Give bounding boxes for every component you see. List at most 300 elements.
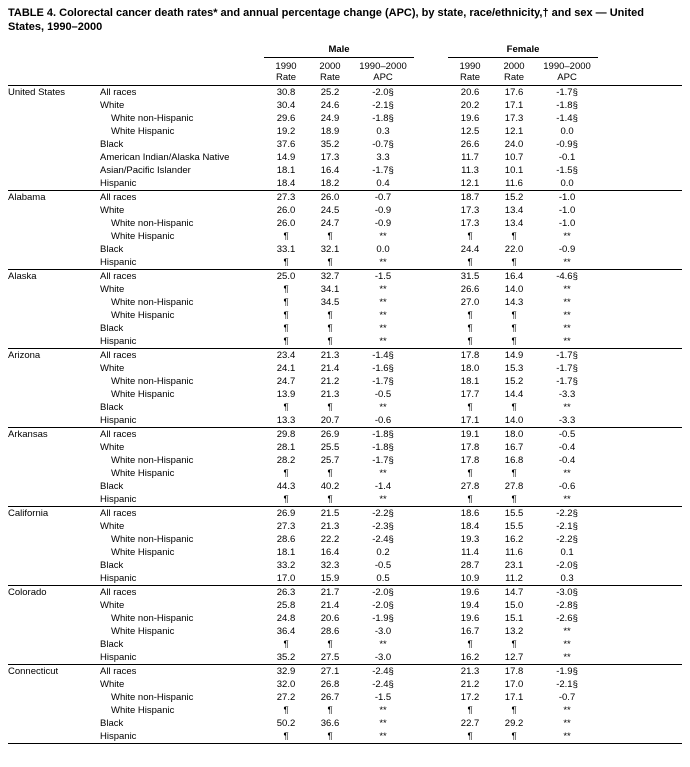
female-apc: 0.3: [536, 572, 598, 586]
header-line: Rate: [319, 72, 341, 83]
spacer-cell: [414, 520, 448, 533]
table-row: [8, 572, 682, 586]
female-column-header: Female: [448, 43, 598, 58]
race-label: All races: [100, 350, 137, 361]
female-2000-rate: 22.0: [504, 244, 524, 255]
male-1990-rate: 18.1: [276, 165, 296, 176]
table-row: [8, 441, 682, 454]
spacer-cell: [414, 507, 448, 521]
female-apc-header: [536, 58, 598, 86]
female-apc: -2.2§: [556, 534, 578, 545]
male-2000-rate: 17.3: [320, 152, 340, 163]
spacer-cell: [414, 296, 448, 309]
spacer-cell: [414, 99, 448, 112]
female-2000-rate: 13.4: [504, 218, 524, 229]
male-2000-rate: ¶: [327, 639, 333, 650]
male-2000-rate: 27.5: [308, 651, 352, 665]
female-2000-rate: 14.0: [504, 284, 524, 295]
female-2000-rate: 13.2: [504, 626, 524, 637]
male-2000-rate: 21.7: [320, 587, 340, 598]
table-row: [8, 454, 682, 467]
table-row: [8, 335, 682, 349]
male-1990-rate: 26.0: [276, 218, 296, 229]
female-1990-rate: ¶: [467, 468, 473, 479]
spacer-cell: [598, 43, 682, 58]
spacer-cell: [414, 625, 448, 638]
male-apc: -1.5: [374, 271, 392, 282]
header-line: 1990: [275, 61, 297, 72]
male-2000-rate: 24.6: [320, 100, 340, 111]
state-label: Arkansas: [8, 428, 98, 507]
female-1990-rate: ¶: [448, 256, 492, 270]
header-line: Rate: [459, 72, 481, 83]
female-1990-rate: 18.6: [460, 508, 480, 519]
race-label: Hispanic: [98, 256, 264, 270]
spacer-cell: [598, 493, 682, 507]
female-2000-rate: 14.0: [492, 414, 536, 428]
table-row: [8, 151, 682, 164]
female-apc: -3.0§: [556, 587, 578, 598]
male-apc: 3.3: [376, 152, 390, 163]
male-2000-rate: 27.1: [320, 666, 340, 677]
spacer-cell: [598, 625, 682, 638]
male-2000-rate: 26.9: [320, 429, 340, 440]
female-apc: -0.4: [558, 442, 576, 453]
male-2000-rate: ¶: [308, 493, 352, 507]
female-apc: -0.6: [558, 481, 576, 492]
spacer-cell: [8, 43, 264, 58]
table-header: [8, 43, 682, 86]
spacer-cell: [414, 638, 448, 651]
male-1990-rate: 18.1: [276, 547, 296, 558]
female-2000-rate: ¶: [511, 310, 517, 321]
spacer-cell: [414, 493, 448, 507]
female-2000-rate: 13.4: [504, 205, 524, 216]
female-1990-rate: 17.8: [460, 455, 480, 466]
race-label: White Hispanic: [111, 468, 175, 479]
spacer-cell: [414, 86, 448, 100]
female-2000-rate: 29.2: [504, 718, 524, 729]
spacer-cell: [414, 204, 448, 217]
male-2000-rate: ¶: [327, 402, 333, 413]
male-apc: **: [352, 335, 414, 349]
spacer-cell: [414, 678, 448, 691]
header-line: 1990–2000: [543, 61, 591, 72]
spacer-cell: [414, 270, 448, 284]
female-apc: -1.9§: [556, 666, 578, 677]
female-2000-rate: ¶: [511, 705, 517, 716]
spacer-cell: [414, 546, 448, 559]
table-row: [8, 559, 682, 572]
male-2000-rate: ¶: [327, 468, 333, 479]
spacer-cell: [414, 256, 448, 270]
male-2000-rate: 26.0: [320, 192, 340, 203]
spacer-cell: [598, 322, 682, 335]
male-2000-rate: 21.2: [320, 376, 340, 387]
female-1990-rate: 17.8: [460, 350, 480, 361]
male-1990-rate: ¶: [283, 231, 289, 242]
race-label: American Indian/Alaska Native: [100, 152, 230, 163]
male-apc: **: [379, 297, 387, 308]
female-apc: -2.1§: [556, 679, 578, 690]
male-1990-rate: 24.1: [276, 363, 296, 374]
spacer-cell: [414, 151, 448, 164]
state-label: Alabama: [8, 191, 98, 270]
spacer-cell: [414, 309, 448, 322]
spacer-cell: [414, 362, 448, 375]
male-1990-rate: 26.0: [276, 205, 296, 216]
male-2000-rate: 16.4: [320, 165, 340, 176]
header-line: 1990: [459, 61, 481, 72]
male-1990-rate: 33.1: [276, 244, 296, 255]
male-apc: -0.9: [374, 205, 392, 216]
male-2000-rate: 21.3: [320, 389, 340, 400]
female-apc: -0.7: [558, 692, 576, 703]
female-1990-rate: 17.7: [460, 389, 480, 400]
male-apc: -0.9: [374, 218, 392, 229]
female-1990-rate: 27.0: [460, 297, 480, 308]
female-apc: -1.7§: [556, 376, 578, 387]
female-2000-rate: ¶: [492, 493, 536, 507]
spacer-cell: [598, 243, 682, 256]
female-1990-rate: 10.9: [448, 572, 492, 586]
spacer-cell: [598, 730, 682, 744]
race-label: White Hispanic: [111, 231, 175, 242]
spacer-cell: [414, 335, 448, 349]
female-apc: **: [563, 718, 571, 729]
female-2000-rate: 10.7: [504, 152, 524, 163]
female-1990-rate: 11.7: [461, 152, 479, 163]
male-2000-rate: ¶: [308, 335, 352, 349]
table-row: [8, 349, 682, 363]
spacer-cell: [598, 296, 682, 309]
table-row: [8, 507, 682, 521]
spacer-cell: [414, 283, 448, 296]
male-1990-rate: 50.2: [276, 718, 296, 729]
spacer-cell: [598, 586, 682, 600]
male-2000-rate: ¶: [308, 730, 352, 744]
female-1990-rate: 16.7: [460, 626, 480, 637]
race-label: White non-Hispanic: [111, 692, 194, 703]
male-1990-rate: 30.4: [276, 100, 296, 111]
male-1990-rate: 29.8: [276, 429, 296, 440]
table-row: [8, 217, 682, 230]
race-label: Black: [100, 139, 124, 150]
male-apc: **: [379, 718, 387, 729]
male-2000-rate: 20.7: [308, 414, 352, 428]
female-2000-rate: 11.6: [492, 177, 536, 191]
spacer-cell: [598, 520, 682, 533]
state-label: Connecticut: [8, 665, 98, 744]
male-1990-rate: ¶: [283, 639, 289, 650]
table-row: [8, 730, 682, 744]
race-label: White: [100, 100, 125, 111]
female-1990-rate: ¶: [448, 493, 492, 507]
spacer-cell: [598, 612, 682, 625]
race-label: White Hispanic: [111, 126, 175, 137]
female-1990-rate: 16.2: [448, 651, 492, 665]
male-2000-rate: 18.2: [308, 177, 352, 191]
spacer-cell: [598, 599, 682, 612]
race-label: White: [100, 284, 125, 295]
male-1990-rate: 36.4: [276, 626, 296, 637]
male-1990-rate: 27.3: [276, 521, 296, 532]
spacer-cell: [598, 467, 682, 480]
table-row: [8, 428, 682, 442]
spacer-cell: [414, 717, 448, 730]
female-1990-rate: 20.2: [460, 100, 480, 111]
female-2000-rate: 15.3: [504, 363, 524, 374]
spacer-cell: [414, 230, 448, 243]
female-apc: -2.8§: [556, 600, 578, 611]
race-label: Asian/Pacific Islander: [100, 165, 191, 176]
female-2000-rate: ¶: [511, 402, 517, 413]
race-label: White: [100, 600, 125, 611]
female-apc: -2.2§: [556, 508, 578, 519]
spacer-cell: [598, 704, 682, 717]
spacer-cell: [414, 533, 448, 546]
spacer-cell: [414, 572, 448, 586]
male-1990-rate: 33.2: [276, 560, 296, 571]
male-apc: -1.7§: [372, 455, 394, 466]
female-2000-rate: 15.2: [504, 376, 524, 387]
spacer-cell: [414, 217, 448, 230]
female-apc: **: [563, 310, 571, 321]
table-row: [8, 691, 682, 704]
female-apc: -1.0: [558, 218, 576, 229]
female-1990-rate: 11.3: [461, 165, 479, 176]
table-row: [8, 362, 682, 375]
spacer-cell: [598, 678, 682, 691]
female-2000-rate: 14.3: [504, 297, 524, 308]
male-2000-rate: ¶: [327, 310, 333, 321]
male-2000-rate: 25.2: [320, 87, 340, 98]
spacer-cell: [598, 283, 682, 296]
female-1990-rate: 12.5: [460, 126, 480, 137]
male-apc: **: [379, 323, 387, 334]
spacer-cell: [414, 480, 448, 493]
female-1990-rate: ¶: [448, 730, 492, 744]
race-label: White non-Hispanic: [111, 297, 194, 308]
header-line: 1990–2000: [359, 61, 407, 72]
table-row: [8, 204, 682, 217]
female-apc: **: [536, 335, 598, 349]
male-1990-rate: 25.0: [276, 271, 296, 282]
female-2000-rate: 10.1: [504, 165, 524, 176]
female-2000-rate: 16.4: [504, 271, 524, 282]
spacer-cell: [598, 454, 682, 467]
spacer-cell: [414, 138, 448, 151]
female-1990-rate: 19.3: [460, 534, 480, 545]
male-apc: **: [379, 402, 387, 413]
race-label: Hispanic: [98, 572, 264, 586]
table-row: [8, 164, 682, 177]
female-1990-rate: 17.3: [460, 205, 480, 216]
spacer-cell: [598, 362, 682, 375]
spacer-cell: [414, 441, 448, 454]
spacer-cell: [598, 138, 682, 151]
male-apc: 0.3: [376, 126, 390, 137]
male-apc: **: [379, 310, 387, 321]
spacer-cell: [598, 428, 682, 442]
male-1990-rate: 19.2: [276, 126, 296, 137]
female-apc: -1.0: [558, 192, 576, 203]
table-row: [8, 678, 682, 691]
male-apc: -1.5: [374, 692, 392, 703]
female-2000-rate: 14.7: [504, 587, 524, 598]
male-apc: -0.7: [374, 192, 392, 203]
male-1990-rate: 28.2: [276, 455, 296, 466]
spacer-cell: [414, 164, 448, 177]
male-1990-rate: 32.9: [276, 666, 296, 677]
spacer-cell: [414, 349, 448, 363]
male-2000-rate: 20.6: [320, 613, 340, 624]
male-apc: 0.4: [352, 177, 414, 191]
male-2000-rate: 35.2: [320, 139, 340, 150]
male-2000-rate: 21.4: [320, 600, 340, 611]
male-2000-rate: 21.5: [320, 508, 340, 519]
female-1990-rate: 22.7: [460, 718, 480, 729]
male-apc: -1.8§: [372, 442, 394, 453]
male-2000-rate-header: [308, 58, 352, 86]
table-row: [8, 586, 682, 600]
state-label: California: [8, 507, 98, 586]
male-1990-rate: 37.6: [276, 139, 296, 150]
female-2000-rate: 14.4: [504, 389, 524, 400]
spacer-cell: [598, 230, 682, 243]
spacer-cell: [8, 58, 264, 86]
female-apc: **: [563, 639, 571, 650]
race-label: White Hispanic: [111, 705, 175, 716]
spacer-cell: [414, 401, 448, 414]
race-label: All races: [100, 429, 137, 440]
spacer-cell: [598, 691, 682, 704]
spacer-cell: [598, 191, 682, 205]
male-apc: -2.4§: [372, 534, 394, 545]
table-row: [8, 480, 682, 493]
male-1990-rate: ¶: [283, 705, 289, 716]
female-2000-rate: 15.2: [504, 192, 524, 203]
table-row: [8, 296, 682, 309]
table-row: [8, 467, 682, 480]
state-label: Colorado: [8, 586, 98, 665]
male-apc: -2.0§: [372, 587, 394, 598]
spacer-cell: [598, 125, 682, 138]
male-2000-rate: 32.7: [320, 271, 340, 282]
spacer-cell: [598, 651, 682, 665]
female-apc: -1.7§: [556, 350, 578, 361]
spacer-cell: [598, 401, 682, 414]
female-apc: -1.7§: [556, 363, 578, 374]
female-1990-rate: 21.3: [460, 666, 480, 677]
race-label: All races: [100, 271, 137, 282]
female-1990-rate: 17.3: [460, 218, 480, 229]
spacer-cell: [414, 586, 448, 600]
male-apc: **: [352, 493, 414, 507]
male-2000-rate: ¶: [327, 705, 333, 716]
table-body: [8, 86, 682, 744]
male-1990-rate: 14.9: [276, 152, 296, 163]
female-apc: -0.9§: [556, 139, 578, 150]
male-2000-rate: 25.7: [320, 455, 340, 466]
spacer-cell: [414, 125, 448, 138]
header-line: 2000: [503, 61, 525, 72]
male-1990-rate: ¶: [283, 323, 289, 334]
male-apc: **: [352, 730, 414, 744]
female-apc: **: [536, 493, 598, 507]
male-1990-rate: 28.6: [276, 534, 296, 545]
spacer-cell: [414, 375, 448, 388]
male-apc: -2.2§: [372, 508, 394, 519]
table-row: [8, 414, 682, 428]
male-1990-rate: 28.1: [276, 442, 296, 453]
spacer-cell: [414, 730, 448, 744]
spacer-cell: [598, 164, 682, 177]
table-title: TABLE 4. Colorectal cancer death rates* and annual percentage change (APC), by state, race/ethnicity,† and sex — United States, 1990–2000: [8, 7, 644, 33]
female-2000-rate: ¶: [511, 468, 517, 479]
male-2000-rate: 40.2: [320, 481, 340, 492]
male-apc: **: [379, 639, 387, 650]
spacer-cell: [598, 58, 682, 86]
male-1990-rate: ¶: [264, 493, 308, 507]
female-1990-rate: 21.2: [460, 679, 480, 690]
male-apc: -1.7§: [372, 376, 394, 387]
table-row: [8, 401, 682, 414]
female-1990-rate: 17.1: [448, 414, 492, 428]
race-label: Hispanic: [98, 493, 264, 507]
spacer-cell: [598, 441, 682, 454]
female-apc: -3.3: [558, 389, 576, 400]
female-2000-rate: ¶: [511, 231, 517, 242]
male-1990-rate: 17.0: [264, 572, 308, 586]
male-1990-rate: 13.3: [264, 414, 308, 428]
male-apc: **: [379, 705, 387, 716]
spacer-cell: [598, 256, 682, 270]
female-1990-rate: 11.4: [461, 547, 479, 558]
male-apc: -1.6§: [372, 363, 394, 374]
female-apc: -0.4: [558, 455, 576, 466]
table-row: [8, 638, 682, 651]
male-apc: -2.4§: [372, 666, 394, 677]
male-2000-rate: ¶: [327, 231, 333, 242]
race-label: Hispanic: [98, 414, 264, 428]
table-row: [8, 493, 682, 507]
spacer-cell: [598, 349, 682, 363]
male-apc: -1.7§: [372, 165, 394, 176]
race-label: All races: [100, 192, 137, 203]
female-apc: **: [563, 705, 571, 716]
male-apc: -3.0: [352, 651, 414, 665]
female-2000-rate: 18.0: [504, 429, 524, 440]
male-1990-rate: 44.3: [276, 481, 296, 492]
male-2000-rate: 32.3: [320, 560, 340, 571]
spacer-cell: [414, 691, 448, 704]
spacer-cell: [598, 533, 682, 546]
female-apc: **: [563, 284, 571, 295]
group-header-row: [8, 43, 682, 58]
male-2000-rate: 21.4: [320, 363, 340, 374]
table-row: [8, 546, 682, 559]
race-label: White non-Hispanic: [111, 113, 194, 124]
race-label: White non-Hispanic: [111, 376, 194, 387]
female-apc: -4.6§: [556, 271, 578, 282]
female-apc: -0.1: [558, 152, 576, 163]
male-2000-rate: ¶: [308, 256, 352, 270]
female-1990-rate: ¶: [467, 402, 473, 413]
male-2000-rate: 34.5: [320, 297, 340, 308]
race-label: Black: [100, 244, 124, 255]
female-1990-rate: 31.5: [460, 271, 480, 282]
